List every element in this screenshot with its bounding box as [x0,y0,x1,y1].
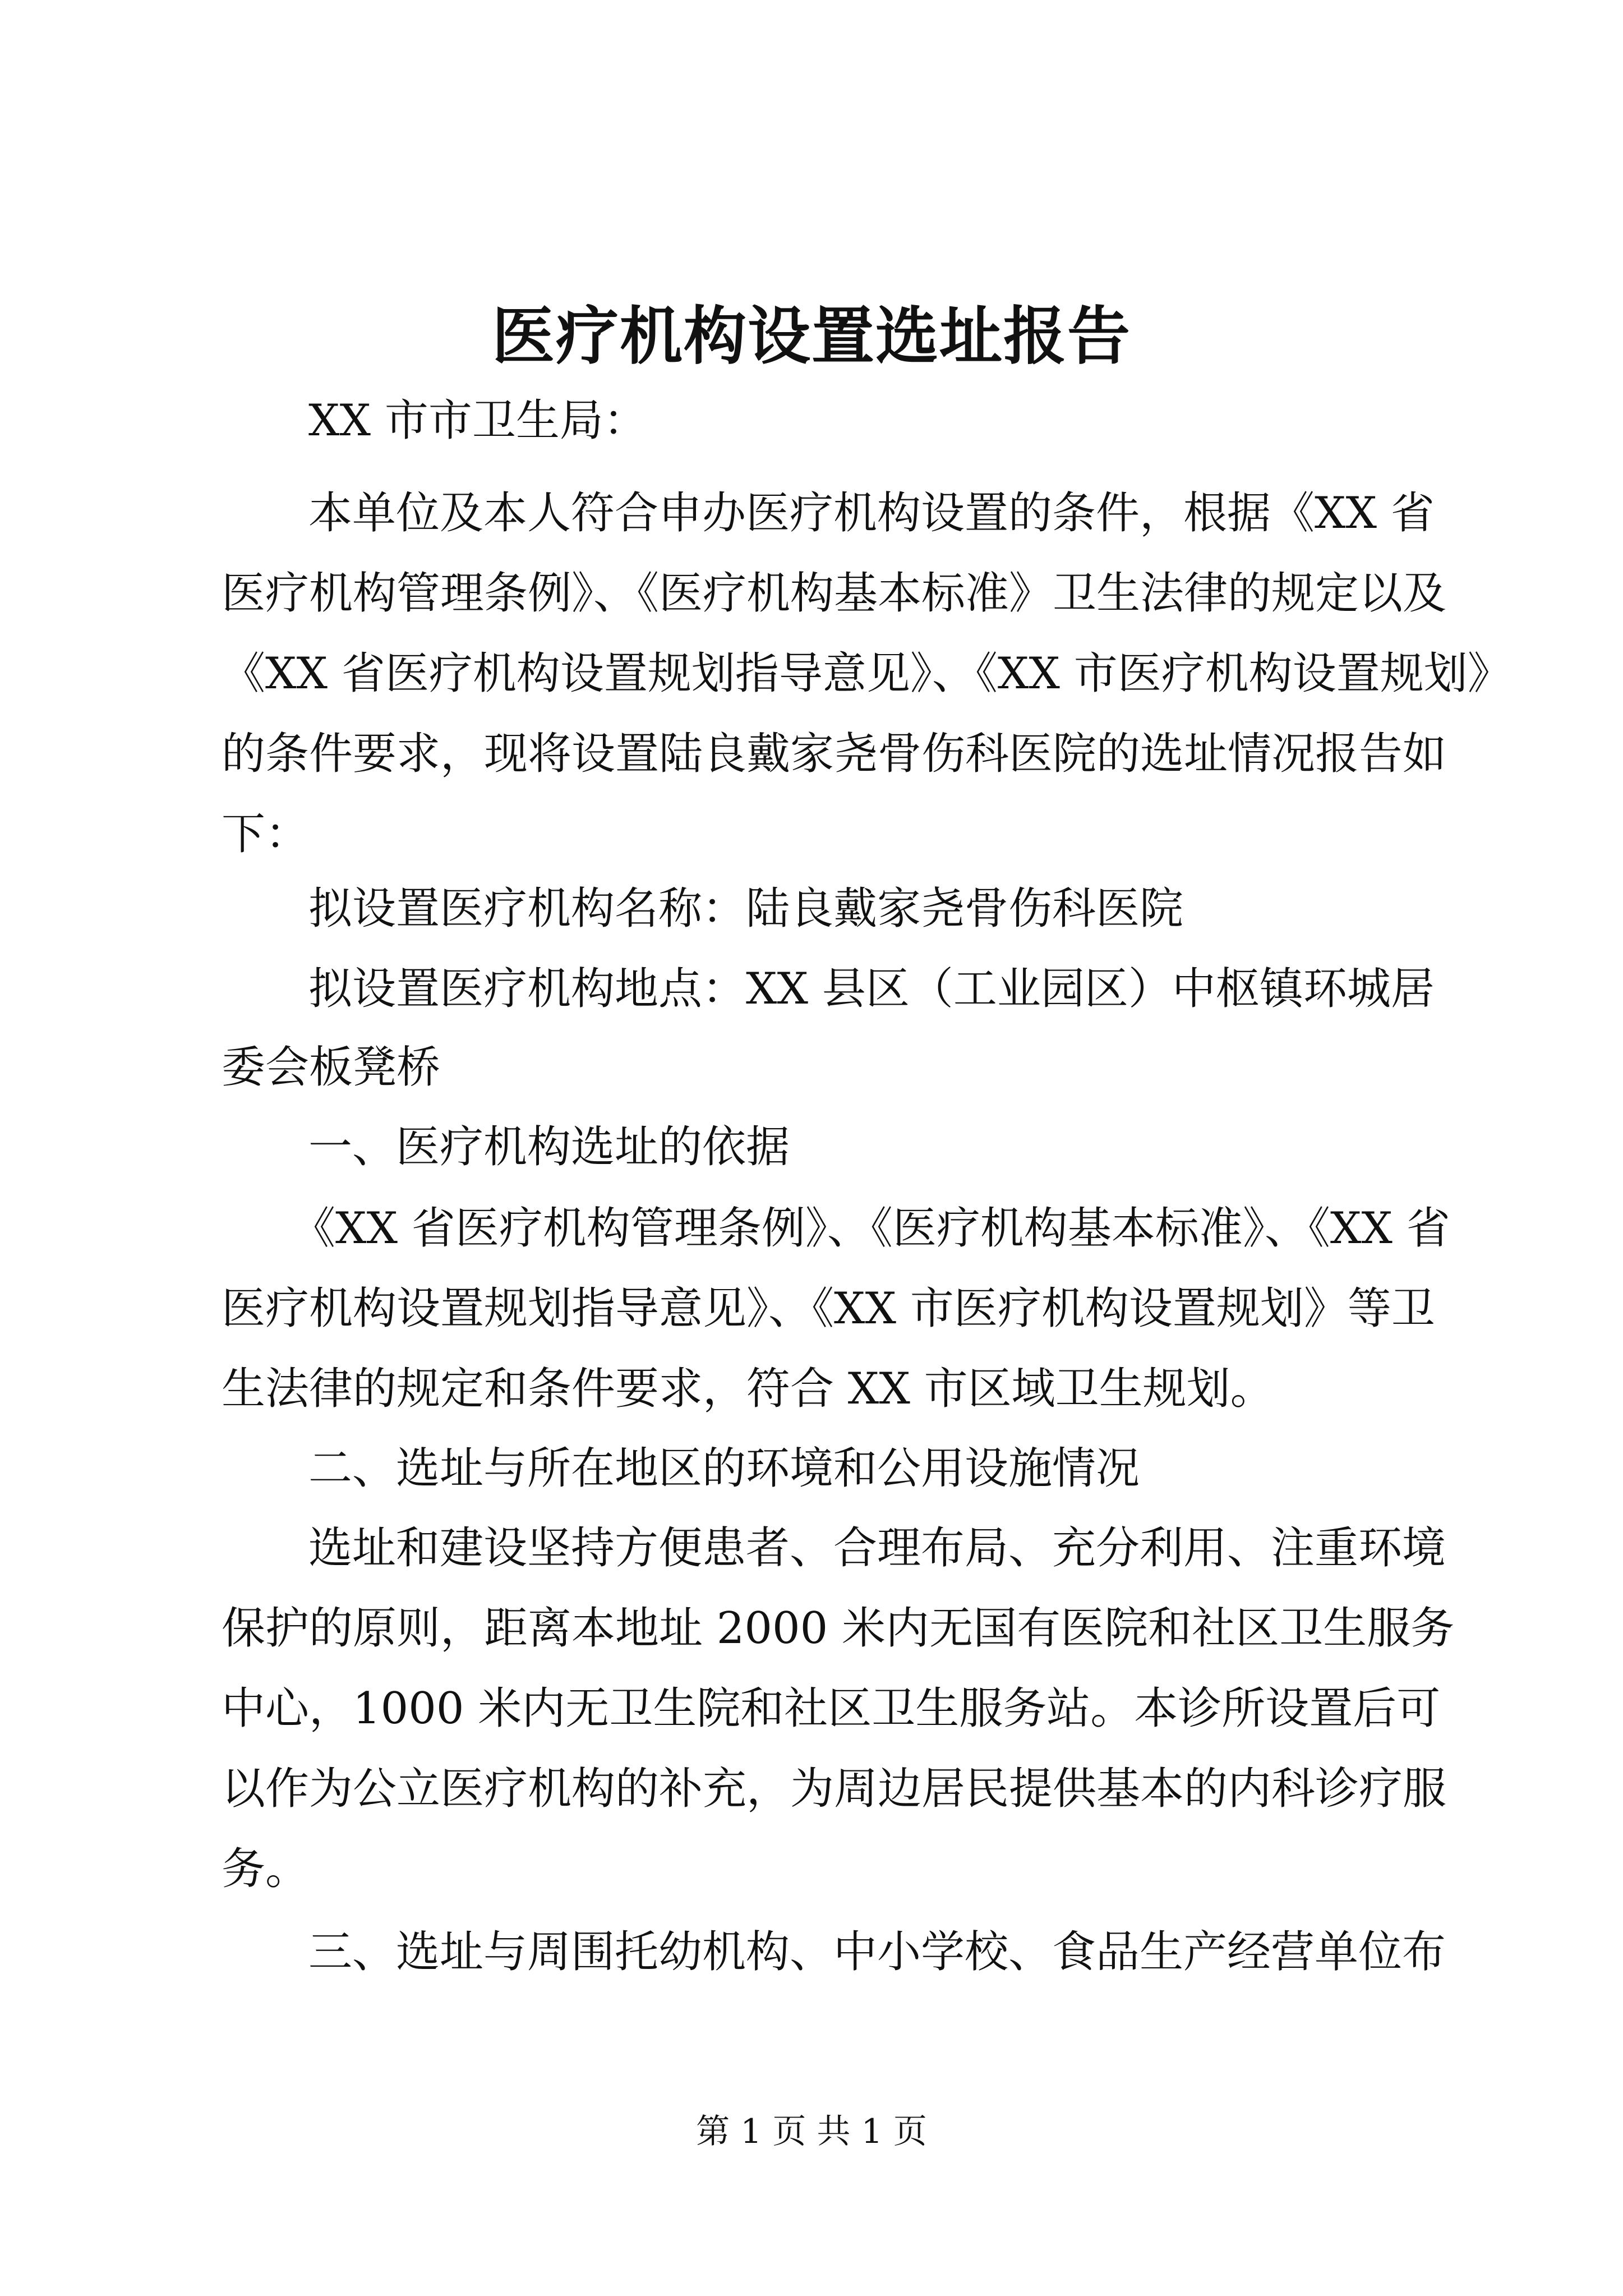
section-2-line-3: 中心，1000 米内无卫生院和社区卫生服务站。本诊所设置后可 [222,1683,1441,1734]
section-heading-3: 三、选址与周围托幼机构、中小学校、食品生产经营单位布 [308,1927,1446,1977]
body-line-2: 医疗机构管理条例》、《医疗机构基本标准》卫生法律的规定以及 [222,568,1447,619]
document-title: 医疗机构设置选址报告 [492,300,1131,373]
section-2-line-4: 以作为公立医疗机构的补充，为周边居民提供基本的内科诊疗服 [222,1764,1447,1814]
section-2-line-1: 选址和建设坚持方便患者、合理布局、充分利用、注重环境 [308,1523,1446,1573]
section-1-line-2: 医疗机构设置规划指导意见》、《XX 市医疗机构设置规划》等卫 [222,1283,1435,1334]
section-1-line-3: 生法律的规定和条件要求，符合 XX 市区域卫生规划。 [222,1364,1274,1414]
body-line-1: 本单位及本人符合申办医疗机构设置的条件，根据《XX 省 [308,488,1435,539]
salutation: XX 市市卫生局： [308,395,647,446]
body-line-3: 《XX 省医疗机构设置规划指导意见》、《XX 市医疗机构设置规划》 [222,648,1511,699]
page-footer: 第 1 页 共 1 页 [696,2112,927,2151]
institution-location-line-2: 委会板凳桥 [222,1042,441,1093]
section-heading-1: 一、医疗机构选址的依据 [308,1122,790,1172]
body-line-4: 的条件要求，现将设置陆良戴家尧骨伤科医院的选址情况报告如 [222,729,1447,779]
section-1-line-1: 《XX 省医疗机构管理条例》、《医疗机构基本标准》、《XX 省 [292,1203,1450,1254]
section-heading-2: 二、选址与所在地区的环境和公用设施情况 [308,1443,1140,1494]
section-2-line-5: 务。 [222,1844,310,1894]
section-2-line-2: 保护的原则，距离本地址 2000 米内无国有医院和社区卫生服务 [222,1603,1455,1654]
institution-location-line: 拟设置医疗机构地点：XX 县区（工业园区）中枢镇环城居 [308,964,1435,1014]
institution-name-line: 拟设置医疗机构名称：陆良戴家尧骨伤科医院 [308,884,1184,934]
body-line-5: 下： [222,809,310,859]
